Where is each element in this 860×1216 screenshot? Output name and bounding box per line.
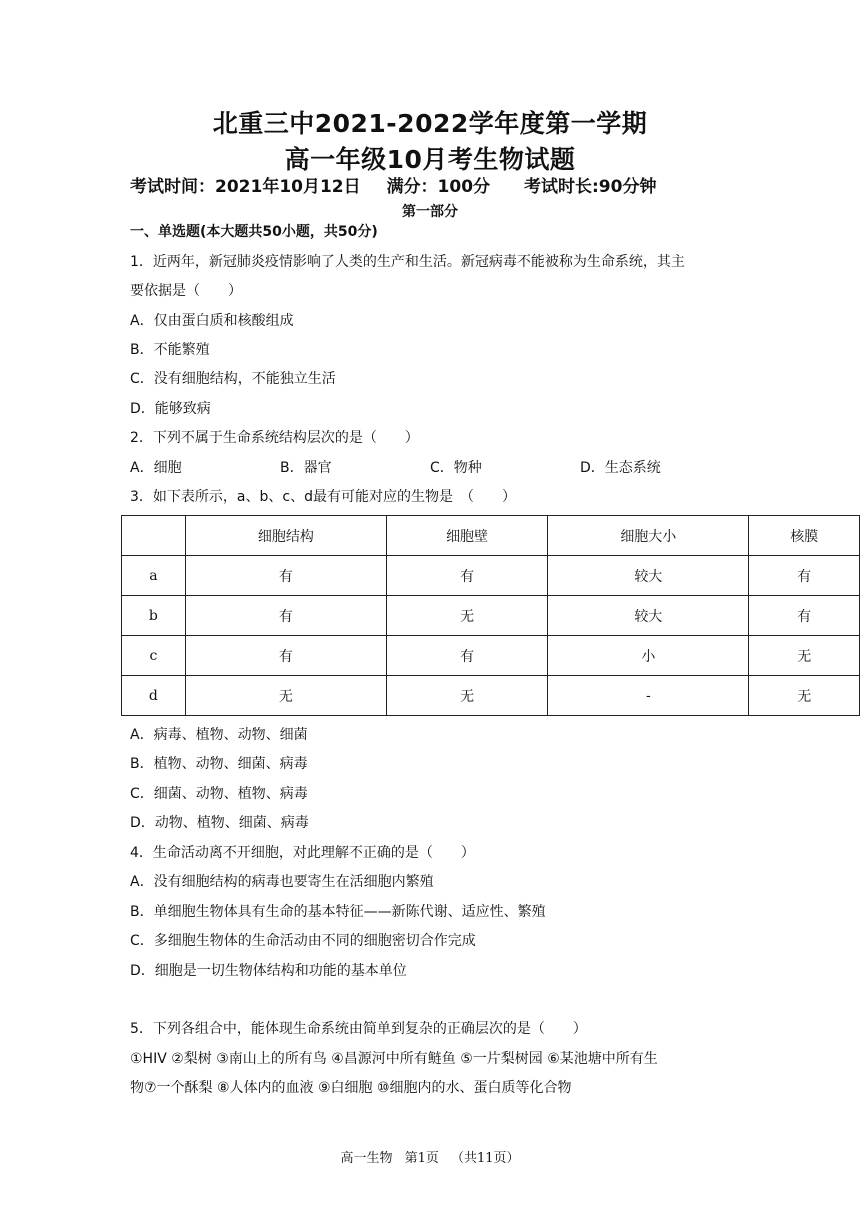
table-header-cell <box>122 516 186 556</box>
q1-option-b: B．不能繁殖 <box>130 342 210 358</box>
table-cell: c <box>122 636 186 676</box>
table-cell: 无 <box>749 636 860 676</box>
footer-subject: 高一生物 <box>340 1151 393 1166</box>
table-cell: - <box>548 676 749 716</box>
exam-time: 考试时间：2021年10月12日 <box>130 177 361 197</box>
q1-option-d: D．能够致病 <box>130 401 211 417</box>
table-header-cell: 细胞结构 <box>185 516 386 556</box>
table-cell: 小 <box>548 636 749 676</box>
table-header-row <box>122 516 860 556</box>
q1-option-c: C．没有细胞结构，不能独立生活 <box>130 371 336 387</box>
q4-option-a: A．没有细胞结构的病毒也要寄生在活细胞内繁殖 <box>130 874 434 890</box>
page-footer <box>0 1147 860 1166</box>
q2-option-b: B．器官 <box>280 460 332 476</box>
full-score: 满分：100分 <box>386 177 491 197</box>
table-header-cell: 核膜 <box>749 516 860 556</box>
table-row <box>122 596 860 636</box>
q2-option-d: D．生态系统 <box>580 460 661 476</box>
table-cell: 有 <box>185 636 386 676</box>
q2-stem: 2．下列不属于生命系统结构层次的是（ ） <box>130 430 419 446</box>
q4-option-d: D．细胞是一切生物体结构和功能的基本单位 <box>130 963 407 979</box>
q4-option-c: C．多细胞生物体的生命活动由不同的细胞密切合作完成 <box>130 933 476 949</box>
exam-title-line2: 高一年级10月考生物试题 <box>284 145 576 174</box>
table-header-cell: 细胞壁 <box>386 516 547 556</box>
table-cell: 无 <box>386 676 547 716</box>
table-row <box>122 556 860 596</box>
table-cell: d <box>122 676 186 716</box>
footer-total-pages: （共11页） <box>451 1151 520 1166</box>
table-cell: 有 <box>185 556 386 596</box>
table-cell: 有 <box>386 556 547 596</box>
q3-option-b: B．植物、动物、细菌、病毒 <box>130 756 308 772</box>
q5-stem: 5．下列各组合中，能体现生命系统由简单到复杂的正确层次的是（ ） <box>130 1021 587 1037</box>
table-cell: b <box>122 596 186 636</box>
q4-stem: 4．生命活动离不开细胞，对此理解不正确的是（ ） <box>130 845 475 861</box>
table-cell: 有 <box>185 596 386 636</box>
q3-option-c: C．细菌、动物、植物、病毒 <box>130 786 308 802</box>
q4-option-b: B．单细胞生物体具有生命的基本特征——新陈代谢、适应性、繁殖 <box>130 904 546 920</box>
q3-table <box>121 515 860 716</box>
table-cell: 较大 <box>548 596 749 636</box>
footer-page-number: 第1页 <box>404 1151 439 1166</box>
q1-stem-line1: 1．近两年，新冠肺炎疫情影响了人类的生产和生活。新冠病毒不能被称为生命系统，其主 <box>130 254 685 270</box>
q3-option-a: A．病毒、植物、动物、细菌 <box>130 727 308 743</box>
table-cell: 有 <box>749 596 860 636</box>
q5-items-line1: ①HIV ②梨树 ③南山上的所有鸟 ④昌源河中所有鲢鱼 ⑤一片梨树园 ⑥某池塘中所有生 <box>130 1051 658 1067</box>
q2-option-a: A．细胞 <box>130 460 182 476</box>
table-cell: 有 <box>386 636 547 676</box>
q3-option-d: D．动物、植物、细菌、病毒 <box>130 815 309 831</box>
q5-items-line2: 物⑦一个酥梨 ⑧人体内的血液 ⑨白细胞 ⑩细胞内的水、蛋白质等化合物 <box>130 1080 572 1096</box>
q2-options <box>130 457 730 477</box>
table-cell: 无 <box>749 676 860 716</box>
table-cell: 无 <box>386 596 547 636</box>
exam-title-line1: 北重三中2021-2022学年度第一学期 <box>212 109 648 138</box>
table-cell: 有 <box>749 556 860 596</box>
table-row <box>122 636 860 676</box>
table-row <box>122 676 860 716</box>
table-cell: 较大 <box>548 556 749 596</box>
table-cell: 无 <box>185 676 386 716</box>
part-heading: 第一部分 <box>402 204 458 220</box>
q1-stem-line2: 要依据是（ ） <box>130 283 242 299</box>
exam-info-line <box>130 172 750 197</box>
table-header-cell: 细胞大小 <box>548 516 749 556</box>
table-cell: a <box>122 556 186 596</box>
q1-option-a: A．仅由蛋白质和核酸组成 <box>130 313 294 329</box>
exam-duration: 考试时长:90分钟 <box>523 177 657 197</box>
q3-stem: 3．如下表所示，a、b、c、d最有可能对应的生物是 （ ） <box>130 489 516 505</box>
section-heading: 一、单选题(本大题共50小题，共50分) <box>130 224 378 240</box>
q2-option-c: C．物种 <box>430 460 482 476</box>
